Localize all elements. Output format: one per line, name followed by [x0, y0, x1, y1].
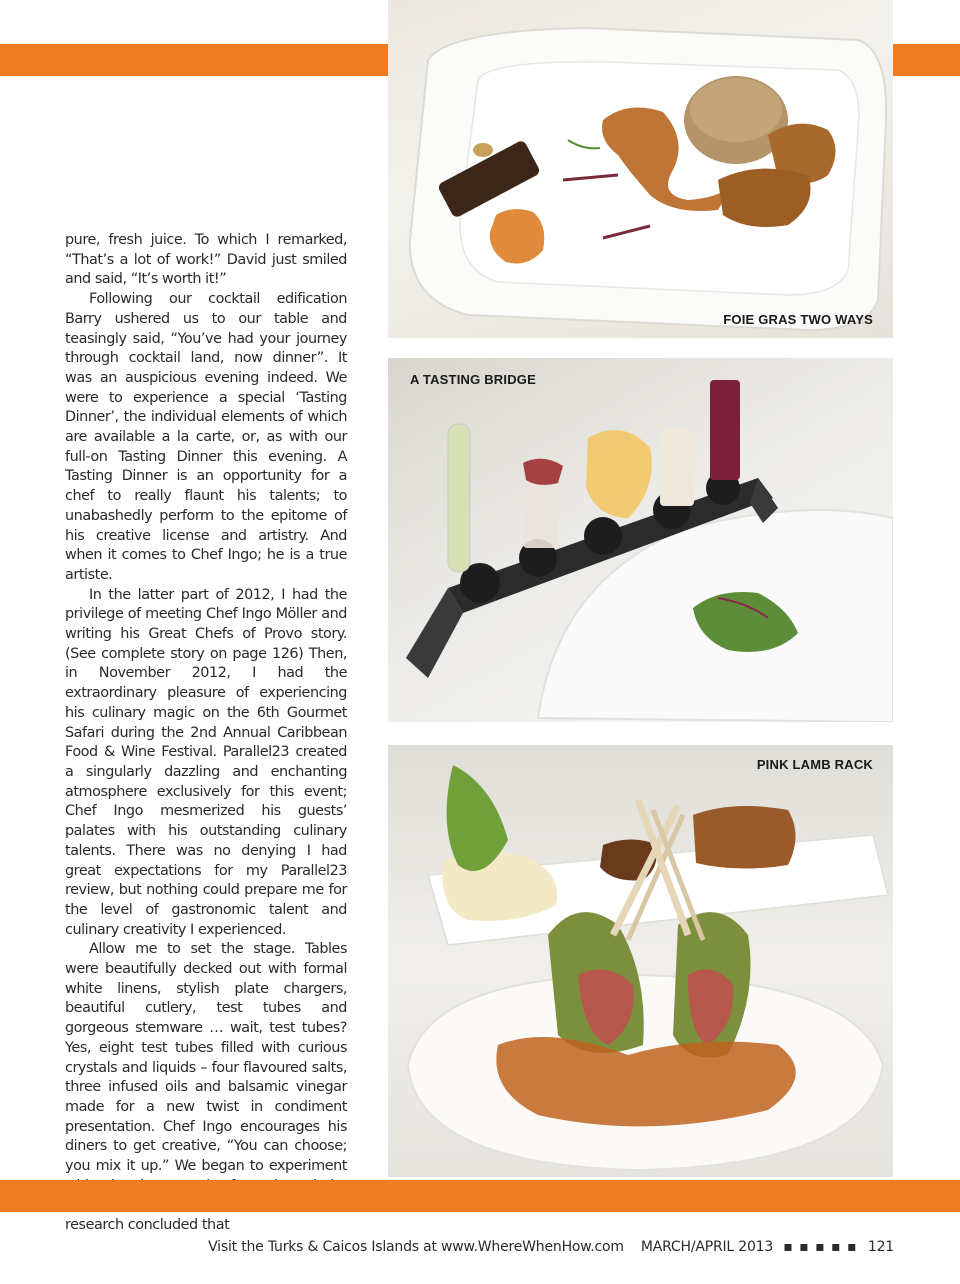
footer-visit-text: Visit the Turks & Caicos Islands at www.WhereWhenHow.com [208, 1239, 624, 1255]
article-paragraph: Allow me to set the stage. Tables were beautifully decked out with formal white linens, stylish plate chargers, beautiful cutlery, test tubes and gorgeous stemware … wait, test tubes? Yes, eight test tubes filled with curious crystals and liquids – four flavoured salts, three infused oils and balsamic vinegar made for a new twist in condiment presentation. Chef Ingo encourages his diners to get creative, “You can choose; you mix it up.” We began to experiment research concluded that [65, 941, 347, 1234]
article-paragraph: In the latter part of 2012, I had the privilege of meeting Chef Ingo Möller and writing his Great Chefs of Provo story. (See complete story on page 126) Then, in November 2012, I had the extraordinary pleasure of experiencing his culinary magic on the 6th Gourmet Safari during the 2nd Annual Caribbean Food & Wine Festival. Parallel23 created a singularly dazzling and enchanting atmosphere exclusively for this event; Chef Ingo mesmerized his guests’ palates with his outstanding culinary talents. There was no denying I had great expectations for my Parallel23 review, but nothing could prepare me for the level of gastronomic talent and culinary creativity I experienced. [65, 586, 347, 938]
page-number: 121 [867, 1239, 894, 1255]
tasting-bridge-illustration [388, 358, 893, 722]
foie-gras-photo [388, 0, 893, 338]
top-right-accent-band [893, 44, 960, 76]
tasting-bridge-caption: A TASTING BRIDGE [410, 372, 536, 387]
top-left-accent-band [0, 44, 388, 76]
page-footer [208, 1239, 894, 1255]
bottom-accent-band [0, 1180, 960, 1212]
foie-gras-illustration [388, 0, 893, 338]
footer-issue: MARCH/APRIL 2013 [640, 1239, 774, 1255]
lamb-rack-illustration [388, 745, 893, 1177]
article-paragraph: Following our cocktail edification Barry ushered us to our table and teasingly said, “You’ve had your journey through cocktail land, now dinner”. It was an auspicious evening indeed. We were to experience a special ‘Tasting Dinner’, the individual elements of which are available a la carte, or, as with our full-on Tasting Dinner this evening. A Tasting Dinner is an opportunity for a chef to really flaunt his talents; to unabashedly perform to the epitome of his creative license and artistry. And when it comes to Chef Ingo; he is a true artiste. [65, 291, 347, 583]
article-paragraph: pure, fresh juice. To which I remarked, “That’s a lot of work!” David just smiled and said, “It’s worth it!” [65, 232, 347, 288]
footer-separator: ▪ ▪ ▪ ▪ ▪ [783, 1239, 858, 1255]
foie-gras-caption: FOIE GRAS TWO WAYS [723, 312, 873, 327]
lamb-rack-photo [388, 745, 893, 1177]
tasting-bridge-photo [388, 358, 893, 722]
article-body [65, 231, 347, 1236]
lamb-rack-caption: PINK LAMB RACK [756, 757, 873, 772]
